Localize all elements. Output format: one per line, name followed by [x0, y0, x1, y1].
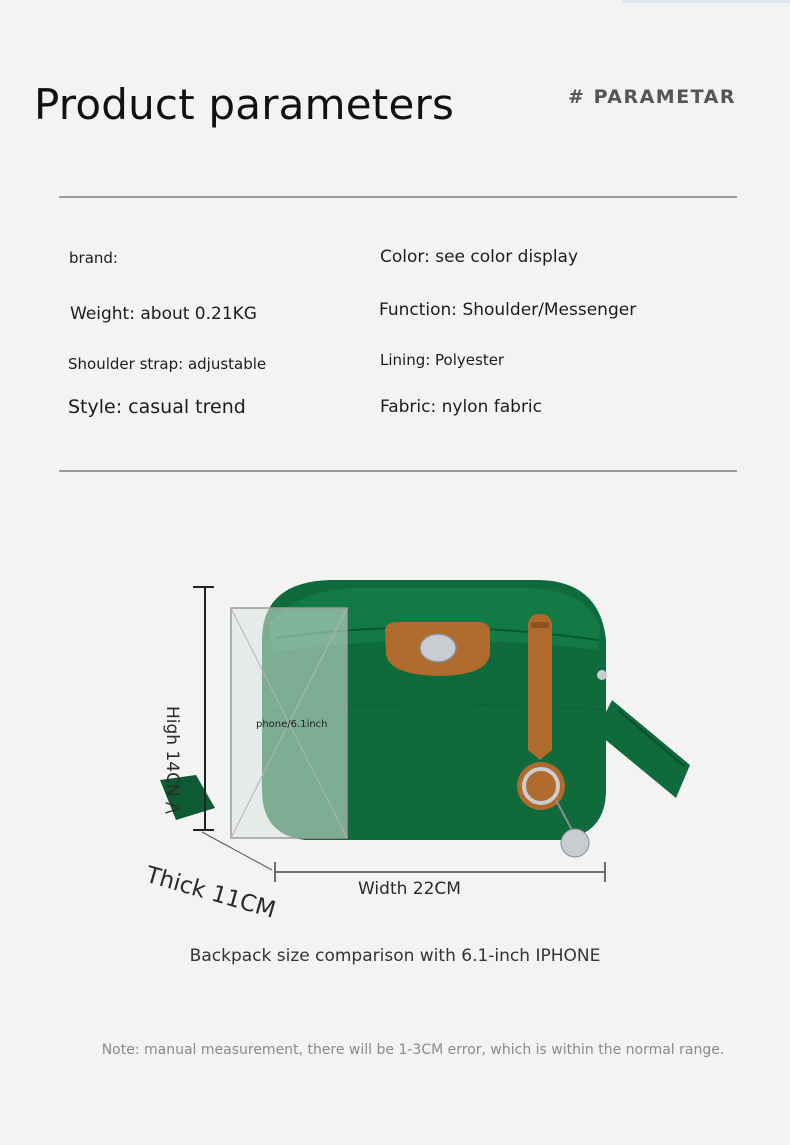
param-function: Function: Shoulder/Messenger — [379, 300, 637, 320]
height-label: High 14CN /\ — [162, 706, 182, 814]
param-style: Style: casual trend — [68, 396, 246, 418]
divider-top — [59, 196, 737, 198]
page-title: Product parameters — [34, 80, 455, 129]
top-edge-accent — [622, 0, 790, 3]
param-fabric: Fabric: nylon fabric — [380, 397, 543, 417]
param-shoulder-strap: Shoulder strap: adjustable — [68, 355, 267, 373]
divider-bottom — [59, 470, 737, 472]
thickness-label: Thick 11CM — [142, 862, 279, 924]
comparison-caption: Backpack size comparison with 6.1-inch IPHONE — [189, 946, 601, 966]
width-label: Width 22CM — [358, 879, 461, 899]
measurement-note: Note: manual measurement, there will be 1-3CM error, which is within the normal range. — [101, 1042, 725, 1058]
param-weight: Weight: about 0.21KG — [70, 304, 257, 324]
param-color: Color: see color display — [380, 247, 579, 267]
param-brand: brand: — [69, 249, 118, 267]
section-tag: # PARAMETAR — [568, 86, 736, 108]
phone-size-label: phone/6.1inch — [256, 719, 328, 730]
param-lining: Lining: Polyester — [380, 351, 505, 369]
bag-size-figure — [0, 560, 790, 920]
